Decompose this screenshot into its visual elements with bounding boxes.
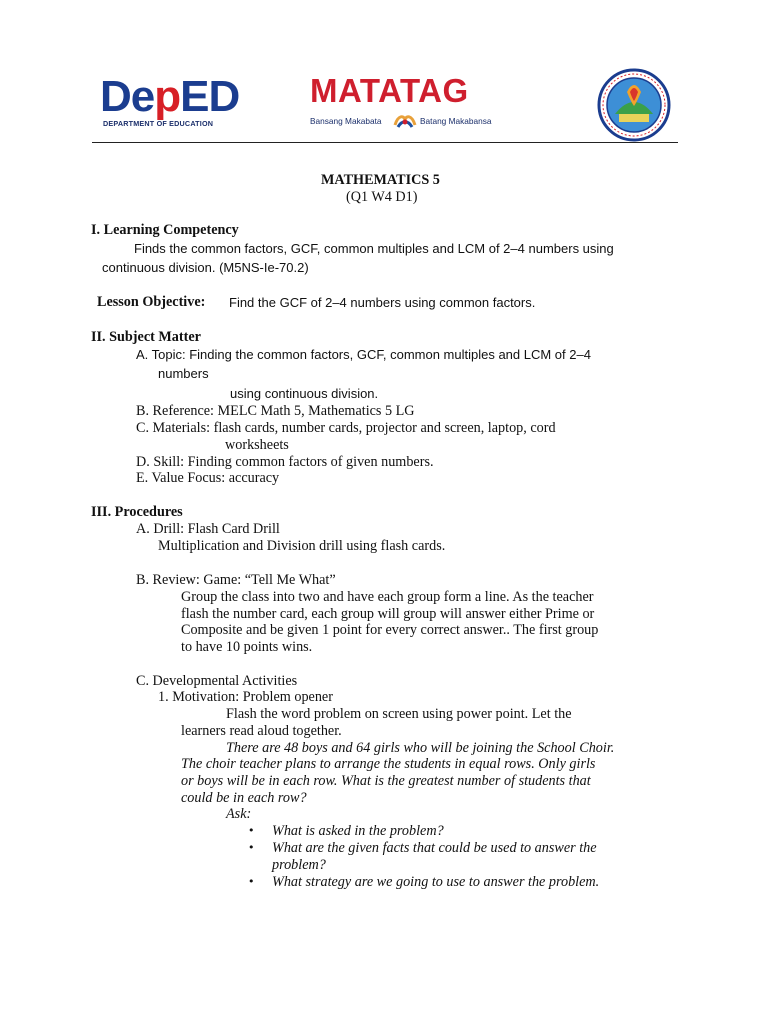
section-heading-procedures: III. Procedures bbox=[91, 504, 183, 520]
hands-heart-icon bbox=[392, 111, 418, 131]
topic-line: A. Topic: Finding the common factors, GCF, common multiples and LCM of 2–4 bbox=[136, 347, 591, 362]
topic-line: using continuous division. bbox=[230, 386, 379, 401]
word-problem-line: could be in each row? bbox=[181, 790, 307, 806]
region-seal-icon bbox=[597, 68, 671, 142]
value-focus-line: E. Value Focus: accuracy bbox=[136, 470, 280, 486]
review-line: flash the number card, each group will group will answer either Prime or bbox=[181, 606, 595, 622]
lesson-objective-text: Find the GCF of 2–4 numbers using common factors. bbox=[229, 295, 536, 310]
review-line: B. Review: Game: “Tell Me What” bbox=[136, 572, 336, 588]
matatag-logo bbox=[310, 72, 500, 133]
page-title: MATHEMATICS 5 bbox=[321, 172, 440, 188]
deped-logo-text: DepED bbox=[100, 72, 240, 121]
reference-line: B. Reference: MELC Math 5, Mathematics 5 LG bbox=[136, 403, 415, 419]
topic-line: numbers bbox=[158, 366, 209, 381]
competency-text-line: Finds the common factors, GCF, common multiples and LCM of 2–4 numbers using bbox=[134, 241, 614, 256]
matatag-logo-text: MATATAG bbox=[310, 72, 469, 109]
question-item: problem? bbox=[272, 857, 326, 873]
question-item: What strategy are we going to use to answer the problem. bbox=[272, 874, 600, 890]
matatag-tagline-left: Bansang Makabata bbox=[310, 116, 382, 126]
review-line: Composite and be given 1 point for every correct answer.. The first group bbox=[181, 622, 599, 638]
review-line: to have 10 points wins. bbox=[181, 639, 313, 655]
lesson-objective-label: Lesson Objective: bbox=[97, 294, 206, 310]
page-subtitle: (Q1 W4 D1) bbox=[346, 189, 418, 205]
deped-logo bbox=[100, 72, 240, 130]
deped-logo-subtitle: DEPARTMENT OF EDUCATION bbox=[103, 119, 214, 128]
word-problem-line: or boys will be in each row. What is the greatest number of students that bbox=[181, 773, 591, 789]
ask-label: Ask: bbox=[226, 806, 252, 822]
word-problem-line: There are 48 boys and 64 girls who will be joining the School Choir. bbox=[226, 740, 615, 756]
developmental-line: Flash the word problem on screen using power point. Let the bbox=[226, 706, 572, 722]
question-item: What are the given facts that could be used to answer the bbox=[272, 840, 597, 856]
drill-line: Multiplication and Division drill using flash cards. bbox=[158, 538, 446, 554]
section-heading-learning-competency: I. Learning Competency bbox=[91, 222, 239, 238]
materials-line: worksheets bbox=[225, 437, 289, 453]
bullet-icon: • bbox=[248, 824, 255, 837]
matatag-tagline-right: Batang Makabansa bbox=[420, 116, 492, 126]
developmental-line: learners read aloud together. bbox=[181, 723, 342, 739]
question-item: What is asked in the problem? bbox=[272, 823, 444, 839]
skill-line: D. Skill: Finding common factors of given numbers. bbox=[136, 454, 434, 470]
developmental-line: C. Developmental Activities bbox=[136, 673, 298, 689]
review-line: Group the class into two and have each group form a line. As the teacher bbox=[181, 589, 594, 605]
header-divider bbox=[92, 142, 678, 143]
section-heading-subject-matter: II. Subject Matter bbox=[91, 329, 201, 345]
drill-line: A. Drill: Flash Card Drill bbox=[136, 521, 280, 537]
word-problem-line: The choir teacher plans to arrange the students in equal rows. Only girls bbox=[181, 756, 596, 772]
bullet-icon: • bbox=[248, 841, 255, 854]
competency-text-line: continuous division. (M5NS-Ie-70.2) bbox=[102, 260, 309, 275]
materials-line: C. Materials: flash cards, number cards, projector and screen, laptop, cord bbox=[136, 420, 556, 436]
developmental-line: 1. Motivation: Problem opener bbox=[158, 689, 333, 705]
bullet-icon: • bbox=[248, 875, 255, 888]
